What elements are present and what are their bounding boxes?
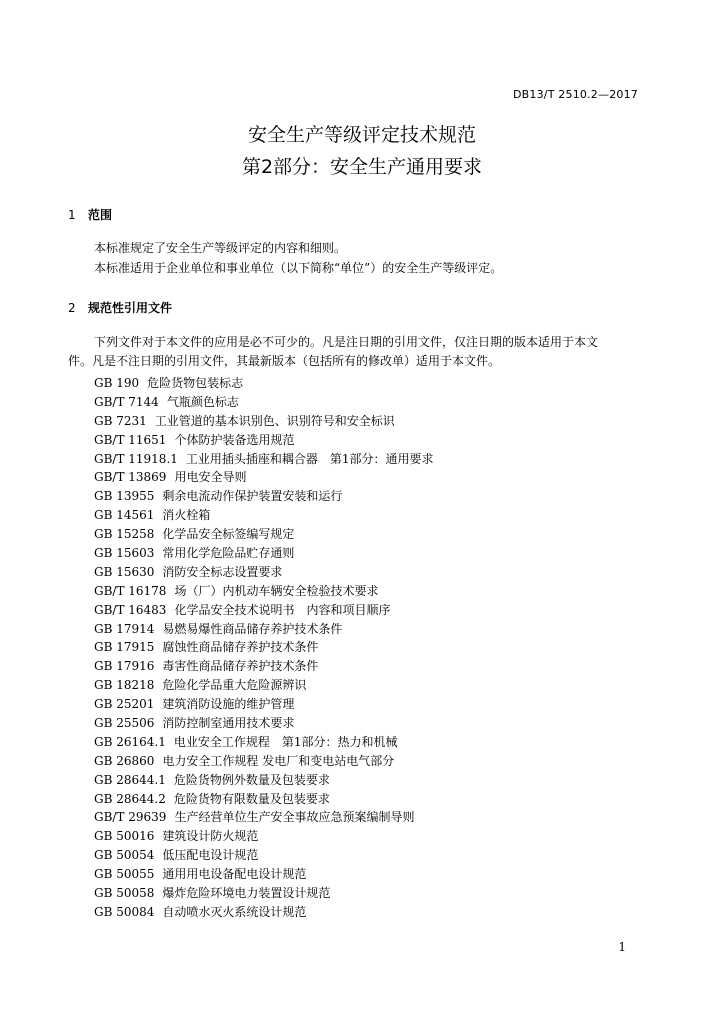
- reference-item: [94, 468, 434, 487]
- reference-item: [94, 525, 434, 544]
- reference-code: GB 15258: [94, 527, 155, 542]
- paragraph-text: 本标准规定了安全生产等级评定的内容和细则。: [94, 241, 347, 255]
- reference-code: GB 50055: [94, 867, 155, 882]
- reference-item: [94, 431, 434, 450]
- section-heading-scope: [68, 206, 112, 223]
- reference-code: GB 17914: [94, 621, 155, 636]
- reference-code: GB 50058: [94, 886, 155, 901]
- reference-item: [94, 582, 434, 601]
- reference-title: 爆炸危险环境电力装置设计规范: [162, 886, 331, 901]
- reference-item: [94, 752, 434, 771]
- reference-item: [94, 412, 434, 431]
- standard-code: DB13/T 2510.2—2017: [512, 88, 638, 101]
- document-title: 安全生产等级评定技术规范: [247, 124, 476, 146]
- reference-code: GB/T 16483: [94, 602, 167, 617]
- reference-list: [94, 374, 434, 922]
- reference-item: [94, 374, 434, 393]
- section-number: 1: [68, 208, 76, 222]
- reference-title: 剩余电流动作保护装置安装和运行: [162, 489, 343, 504]
- section-heading-normative-references: [68, 299, 172, 316]
- reference-item: [94, 865, 434, 884]
- reference-code: GB 18218: [94, 678, 155, 693]
- reference-item: [94, 695, 434, 714]
- reference-code: GB/T 16178: [94, 583, 167, 598]
- reference-title: 危险货物包装标志: [147, 376, 244, 390]
- reference-title: 气瓶颜色标志: [166, 394, 239, 409]
- section-title: 范围: [88, 208, 113, 222]
- paragraph-text: 下列文件对于本文件的应用是必不可少的。凡是注日期的引用文件，仅注日期的版本适用于本文: [94, 335, 599, 349]
- reference-title: 个体防护装备选用规范: [174, 432, 295, 447]
- reference-item: [94, 487, 434, 506]
- reference-title: 工业管道的基本识别色、识别符号和安全标识: [154, 413, 395, 428]
- reference-code: GB 50084: [94, 904, 155, 919]
- reference-title: 易燃易爆性商品储存养护技术条件: [162, 621, 343, 636]
- reference-code: GB/T 7144: [94, 394, 159, 409]
- reference-item: [94, 506, 434, 525]
- reference-title: 生产经营单位生产安全事故应急预案编制导则: [174, 810, 415, 825]
- section-number: 2: [68, 301, 76, 315]
- reference-title: 危险化学品重大危险源辨识: [162, 678, 307, 693]
- reference-item: [94, 563, 434, 582]
- reference-title: 消防安全标志设置要求: [162, 564, 283, 579]
- reference-code: GB 15630: [94, 564, 155, 579]
- reference-title: 常用化学危险品贮存通则: [162, 546, 295, 561]
- reference-title: 危险货物有限数量及包装要求: [173, 791, 330, 806]
- reference-item: [94, 544, 434, 563]
- reference-code: GB/T 11651: [94, 432, 167, 447]
- reference-title: 毒害性商品储存养护技术条件: [162, 659, 319, 674]
- reference-code: GB 7231: [94, 413, 147, 428]
- reference-code: GB 50016: [94, 829, 155, 844]
- page-number: 1: [618, 940, 626, 954]
- reference-code: GB 25506: [94, 716, 155, 731]
- reference-title: 腐蚀性商品储存养护技术条件: [162, 640, 319, 655]
- reference-title: 工业用插头插座和耦合器 第1部分：通用要求: [185, 451, 434, 466]
- reference-code: GB 190: [94, 376, 140, 390]
- reference-item: [94, 676, 434, 695]
- reference-title: 建筑消防设施的维护管理: [162, 697, 295, 712]
- reference-code: GB 17915: [94, 640, 155, 655]
- reference-code: GB 28644.1: [94, 772, 166, 787]
- section-title: 规范性引用文件: [88, 301, 173, 315]
- reference-item: [94, 808, 434, 827]
- reference-title: 化学品安全技术说明书 内容和项目顺序: [174, 602, 391, 617]
- reference-item: [94, 771, 434, 790]
- reference-item: [94, 638, 434, 657]
- reference-item: [94, 657, 434, 676]
- reference-item: [94, 846, 434, 865]
- reference-code: GB/T 13869: [94, 470, 167, 485]
- reference-code: GB 25201: [94, 697, 155, 712]
- reference-title: 电业安全工作规程 第1部分：热力和机械: [173, 734, 398, 749]
- reference-item: [94, 790, 434, 809]
- reference-title: 危险货物例外数量及包装要求: [173, 772, 330, 787]
- paragraph-text: 本标准适用于企业单位和事业单位（以下简称“单位”）的安全生产等级评定。: [94, 261, 503, 275]
- reference-code: GB 50054: [94, 848, 155, 863]
- reference-item: [94, 827, 434, 846]
- reference-code: GB 26164.1: [94, 734, 166, 749]
- reference-code: GB/T 29639: [94, 810, 167, 825]
- reference-item: [94, 601, 434, 620]
- reference-code: GB 28644.2: [94, 791, 166, 806]
- reference-item: [94, 450, 434, 469]
- reference-title: 消火栓箱: [162, 508, 211, 523]
- paragraph-text: 件。凡是不注日期的引用文件，其最新版本（包括所有的修改单）适用于本文件。: [68, 354, 501, 368]
- reference-code: GB 13955: [94, 489, 155, 504]
- reference-title: 消防控制室通用技术要求: [162, 716, 295, 731]
- document-subtitle: 第2部分：安全生产通用要求: [241, 156, 483, 178]
- reference-item: [94, 884, 434, 903]
- reference-title: 化学品安全标签编写规定: [162, 527, 295, 542]
- reference-code: GB 15603: [94, 546, 155, 561]
- reference-item: [94, 620, 434, 639]
- reference-title: 场（厂）内机动车辆安全检验技术要求: [174, 583, 379, 598]
- reference-item: [94, 903, 434, 922]
- reference-title: 建筑设计防火规范: [162, 829, 259, 844]
- reference-code: GB 26860: [94, 753, 155, 768]
- scope-paragraph: [68, 259, 640, 278]
- reference-item: [94, 393, 434, 412]
- reference-code: GB 14561: [94, 508, 155, 523]
- reference-title: 自动喷水灭火系统设计规范: [162, 904, 307, 919]
- reference-item: [94, 733, 434, 752]
- reference-title: 低压配电设计规范: [162, 848, 259, 863]
- references-intro-paragraph: [68, 333, 640, 371]
- reference-title: 通用用电设备配电设计规范: [162, 867, 307, 882]
- reference-title: 电力安全工作规程 发电厂和变电站电气部分: [162, 753, 395, 768]
- reference-code: GB 17916: [94, 659, 155, 674]
- reference-item: [94, 714, 434, 733]
- reference-title: 用电安全导则: [174, 470, 247, 485]
- reference-code: GB/T 11918.1: [94, 451, 178, 466]
- scope-paragraph: [68, 239, 640, 258]
